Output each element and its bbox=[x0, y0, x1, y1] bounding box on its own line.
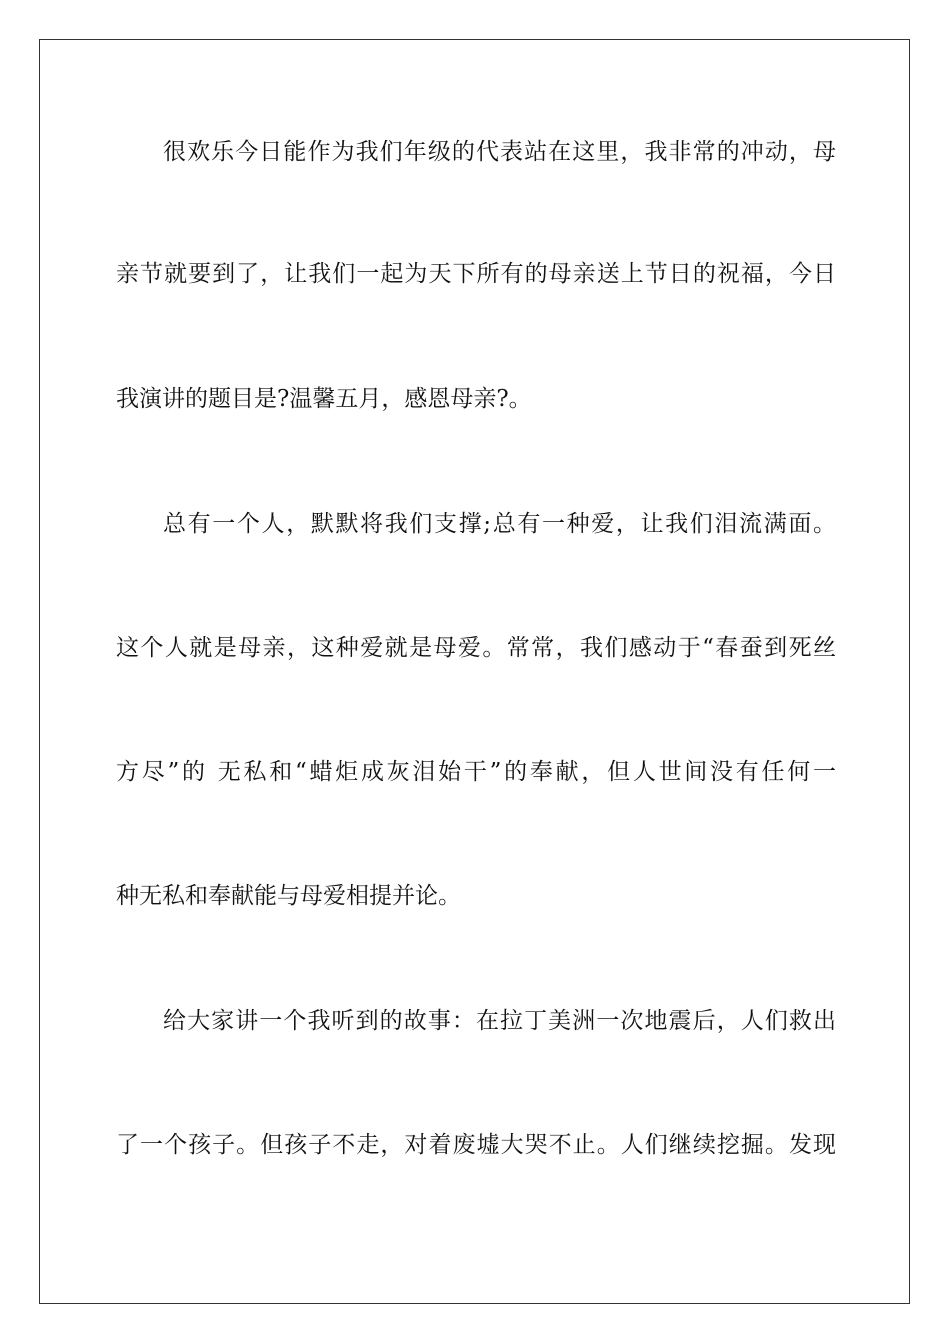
paragraph-1-line-3: 我演讲的题目是?温馨五月，感恩母亲?。 bbox=[116, 386, 532, 412]
paragraph-1-line-1: 很欢乐今日能作为我们年级的代表站在这里，我非常的冲动，母 bbox=[163, 139, 836, 165]
page-border bbox=[39, 39, 910, 1304]
paragraph-1-line-2: 亲节就要到了，让我们一起为天下所有的母亲送上节日的祝福，今日 bbox=[116, 261, 836, 287]
paragraph-3-line-1: 给大家讲一个我听到的故事：在拉丁美洲一次地震后，人们救出 bbox=[163, 1008, 836, 1034]
paragraph-2-line-2: 这个人就是母亲，这种爱就是母爱。常常，我们感动于“春蚕到死丝 bbox=[116, 635, 836, 661]
paragraph-2-line-4: 种无私和奉献能与母爱相提并论。 bbox=[116, 883, 461, 909]
paragraph-2-line-3: 方尽”的 无私和“蜡炬成灰泪始干”的奉献，但人世间没有任何一 bbox=[116, 759, 836, 785]
paragraph-2-line-1: 总有一个人，默默将我们支撑;总有一种爱，让我们泪流满面。 bbox=[163, 511, 836, 537]
paragraph-3-line-2: 了一个孩子。但孩子不走，对着废墟大哭不止。人们继续挖掘。发现 bbox=[116, 1132, 836, 1158]
